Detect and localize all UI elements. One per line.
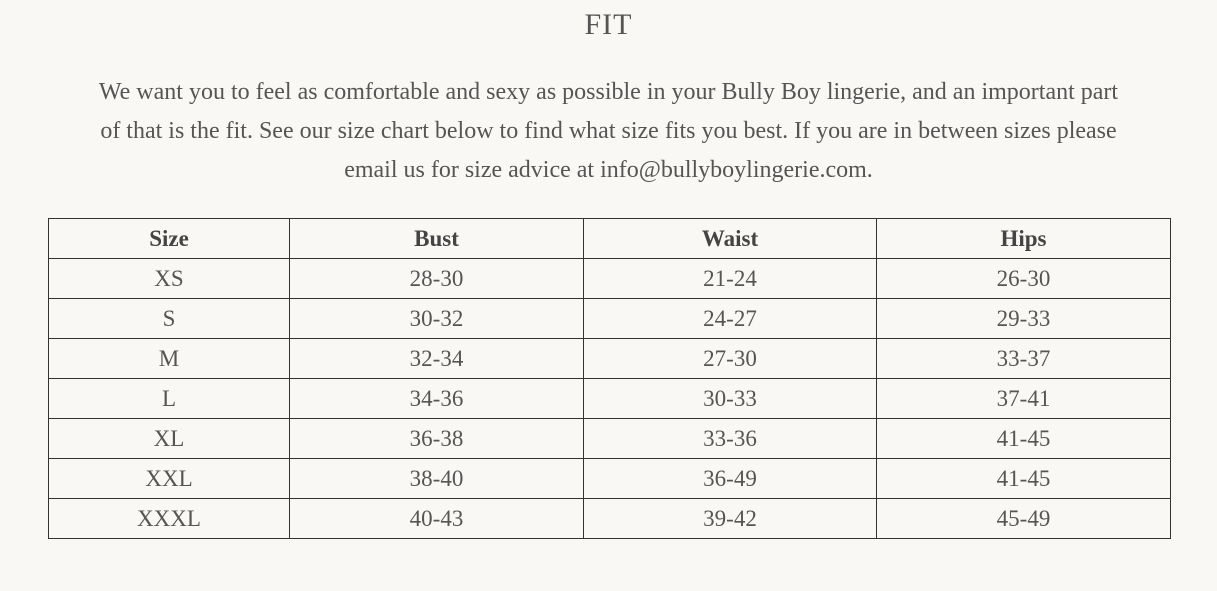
cell-hips: 33-37 [877, 339, 1171, 379]
cell-waist: 33-36 [584, 419, 877, 459]
cell-size: M [49, 339, 290, 379]
header-hips: Hips [877, 219, 1171, 259]
page-title: FIT [584, 8, 633, 41]
header-size: Size [49, 219, 290, 259]
cell-size: XXXL [49, 499, 290, 539]
cell-waist: 30-33 [584, 379, 877, 419]
cell-waist: 24-27 [584, 299, 877, 339]
cell-waist: 36-49 [584, 459, 877, 499]
table-row [49, 419, 1171, 459]
cell-bust: 38-40 [290, 459, 584, 499]
cell-size: XS [49, 259, 290, 299]
intro-line: email us for size advice at info@bullyboylingerie.com. [344, 157, 873, 183]
cell-bust: 28-30 [290, 259, 584, 299]
cell-bust: 40-43 [290, 499, 584, 539]
table-row [49, 259, 1171, 299]
intro-line: We want you to feel as comfortable and sexy as possible in your Bully Boy lingerie, and an important part [98, 79, 1119, 105]
table-header-row [49, 219, 1171, 259]
cell-waist: 39-42 [584, 499, 877, 539]
intro-paragraph [44, 73, 1173, 190]
cell-hips: 26-30 [877, 259, 1171, 299]
cell-waist: 21-24 [584, 259, 877, 299]
size-chart-table [48, 218, 1171, 539]
cell-waist: 27-30 [584, 339, 877, 379]
cell-hips: 29-33 [877, 299, 1171, 339]
cell-size: XL [49, 419, 290, 459]
cell-hips: 37-41 [877, 379, 1171, 419]
cell-size: S [49, 299, 290, 339]
intro-line: of that is the fit. See our size chart below to find what size fits you best. If you are in between sizes please [100, 118, 1117, 144]
cell-bust: 30-32 [290, 299, 584, 339]
cell-size: L [49, 379, 290, 419]
header-waist: Waist [584, 219, 877, 259]
cell-hips: 45-49 [877, 499, 1171, 539]
table-row [49, 339, 1171, 379]
table-row [49, 299, 1171, 339]
table-row [49, 499, 1171, 539]
cell-size: XXL [49, 459, 290, 499]
cell-bust: 34-36 [290, 379, 584, 419]
header-bust: Bust [290, 219, 584, 259]
cell-bust: 36-38 [290, 419, 584, 459]
table-row [49, 379, 1171, 419]
table-row [49, 459, 1171, 499]
cell-hips: 41-45 [877, 419, 1171, 459]
cell-bust: 32-34 [290, 339, 584, 379]
cell-hips: 41-45 [877, 459, 1171, 499]
